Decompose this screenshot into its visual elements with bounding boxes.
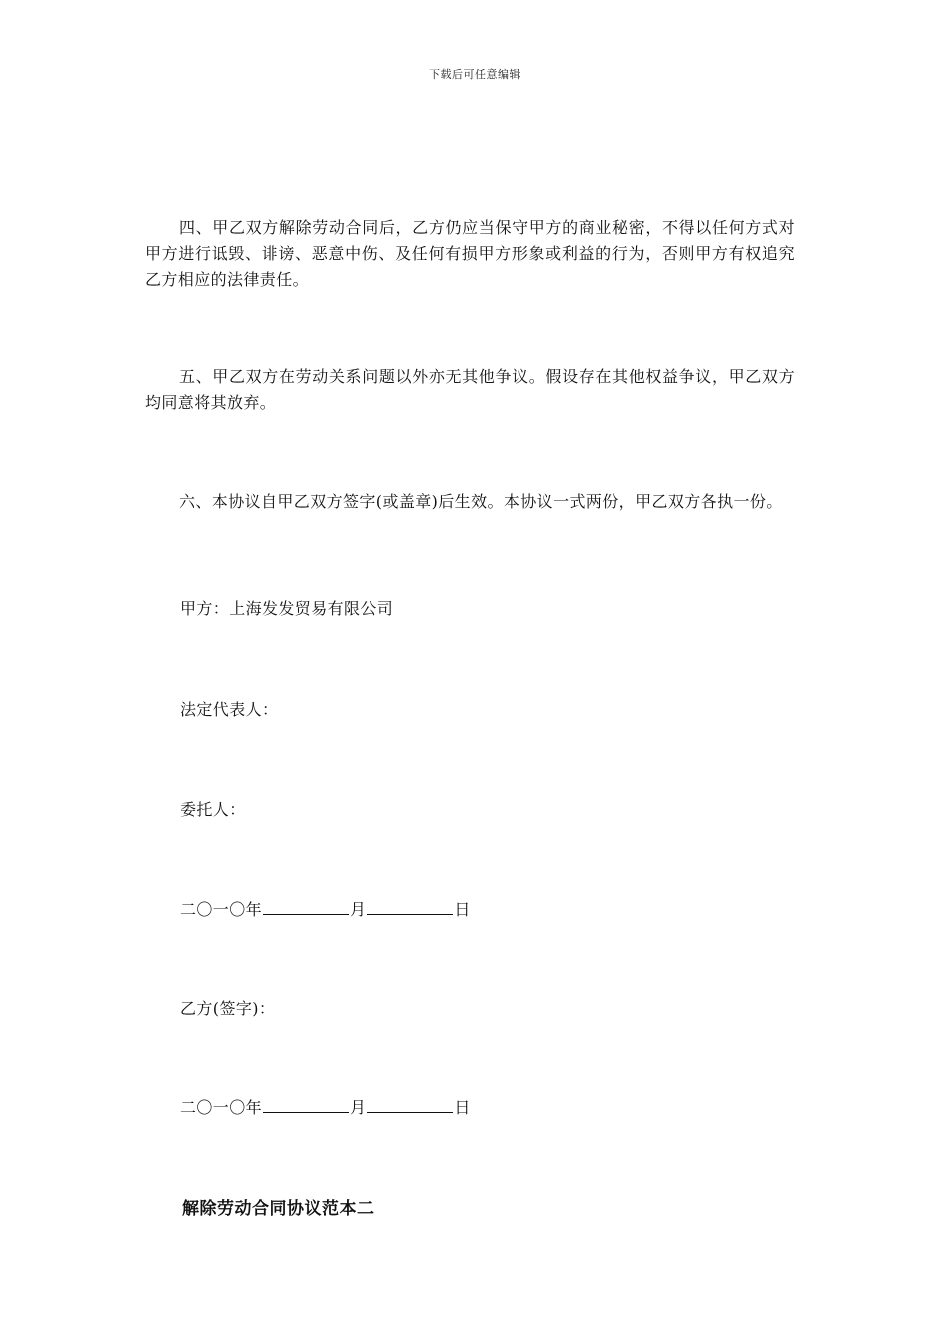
day-blank: [367, 1094, 453, 1113]
clause-6-paragraph: 六、本协议自甲乙双方签字(或盖章)后生效。本协议一式两份，甲乙双方各执一份。: [179, 492, 783, 511]
party-b-date-line: [180, 1094, 471, 1121]
party-a-line: 甲方：上海发发贸易有限公司: [180, 599, 394, 618]
date-day-label: 日: [454, 900, 471, 919]
date-month-label: 月: [350, 900, 367, 919]
next-section-title: 解除劳动合同协议范本二: [182, 1199, 375, 1219]
date-year-label: 二〇一〇年: [180, 1098, 263, 1117]
page-header-note: 下载后可任意编辑: [429, 68, 521, 81]
trustee-line: 委托人：: [180, 800, 246, 819]
month-blank: [263, 896, 349, 915]
legal-representative-line: 法定代表人：: [180, 700, 279, 719]
month-blank: [263, 1094, 349, 1113]
date-month-label: 月: [350, 1098, 367, 1117]
clause-5-paragraph: 五、甲乙双方在劳动关系问题以外亦无其他争议。假设存在其他权益争议，甲乙双方均同意将其放弃。: [145, 367, 795, 412]
day-blank: [367, 896, 453, 915]
date-year-label: 二〇一〇年: [180, 900, 263, 919]
clause-4-paragraph: 四、甲乙双方解除劳动合同后，乙方仍应当保守甲方的商业秘密，不得以任何方式对甲方进行诋毁、诽谤、恶意中伤、及任何有损甲方形象或利益的行为，否则甲方有权追究乙方相应的法律责任。: [145, 218, 795, 289]
date-day-label: 日: [454, 1098, 471, 1117]
party-a-date-line: [180, 896, 471, 923]
party-b-line: 乙方(签字)：: [180, 999, 276, 1018]
